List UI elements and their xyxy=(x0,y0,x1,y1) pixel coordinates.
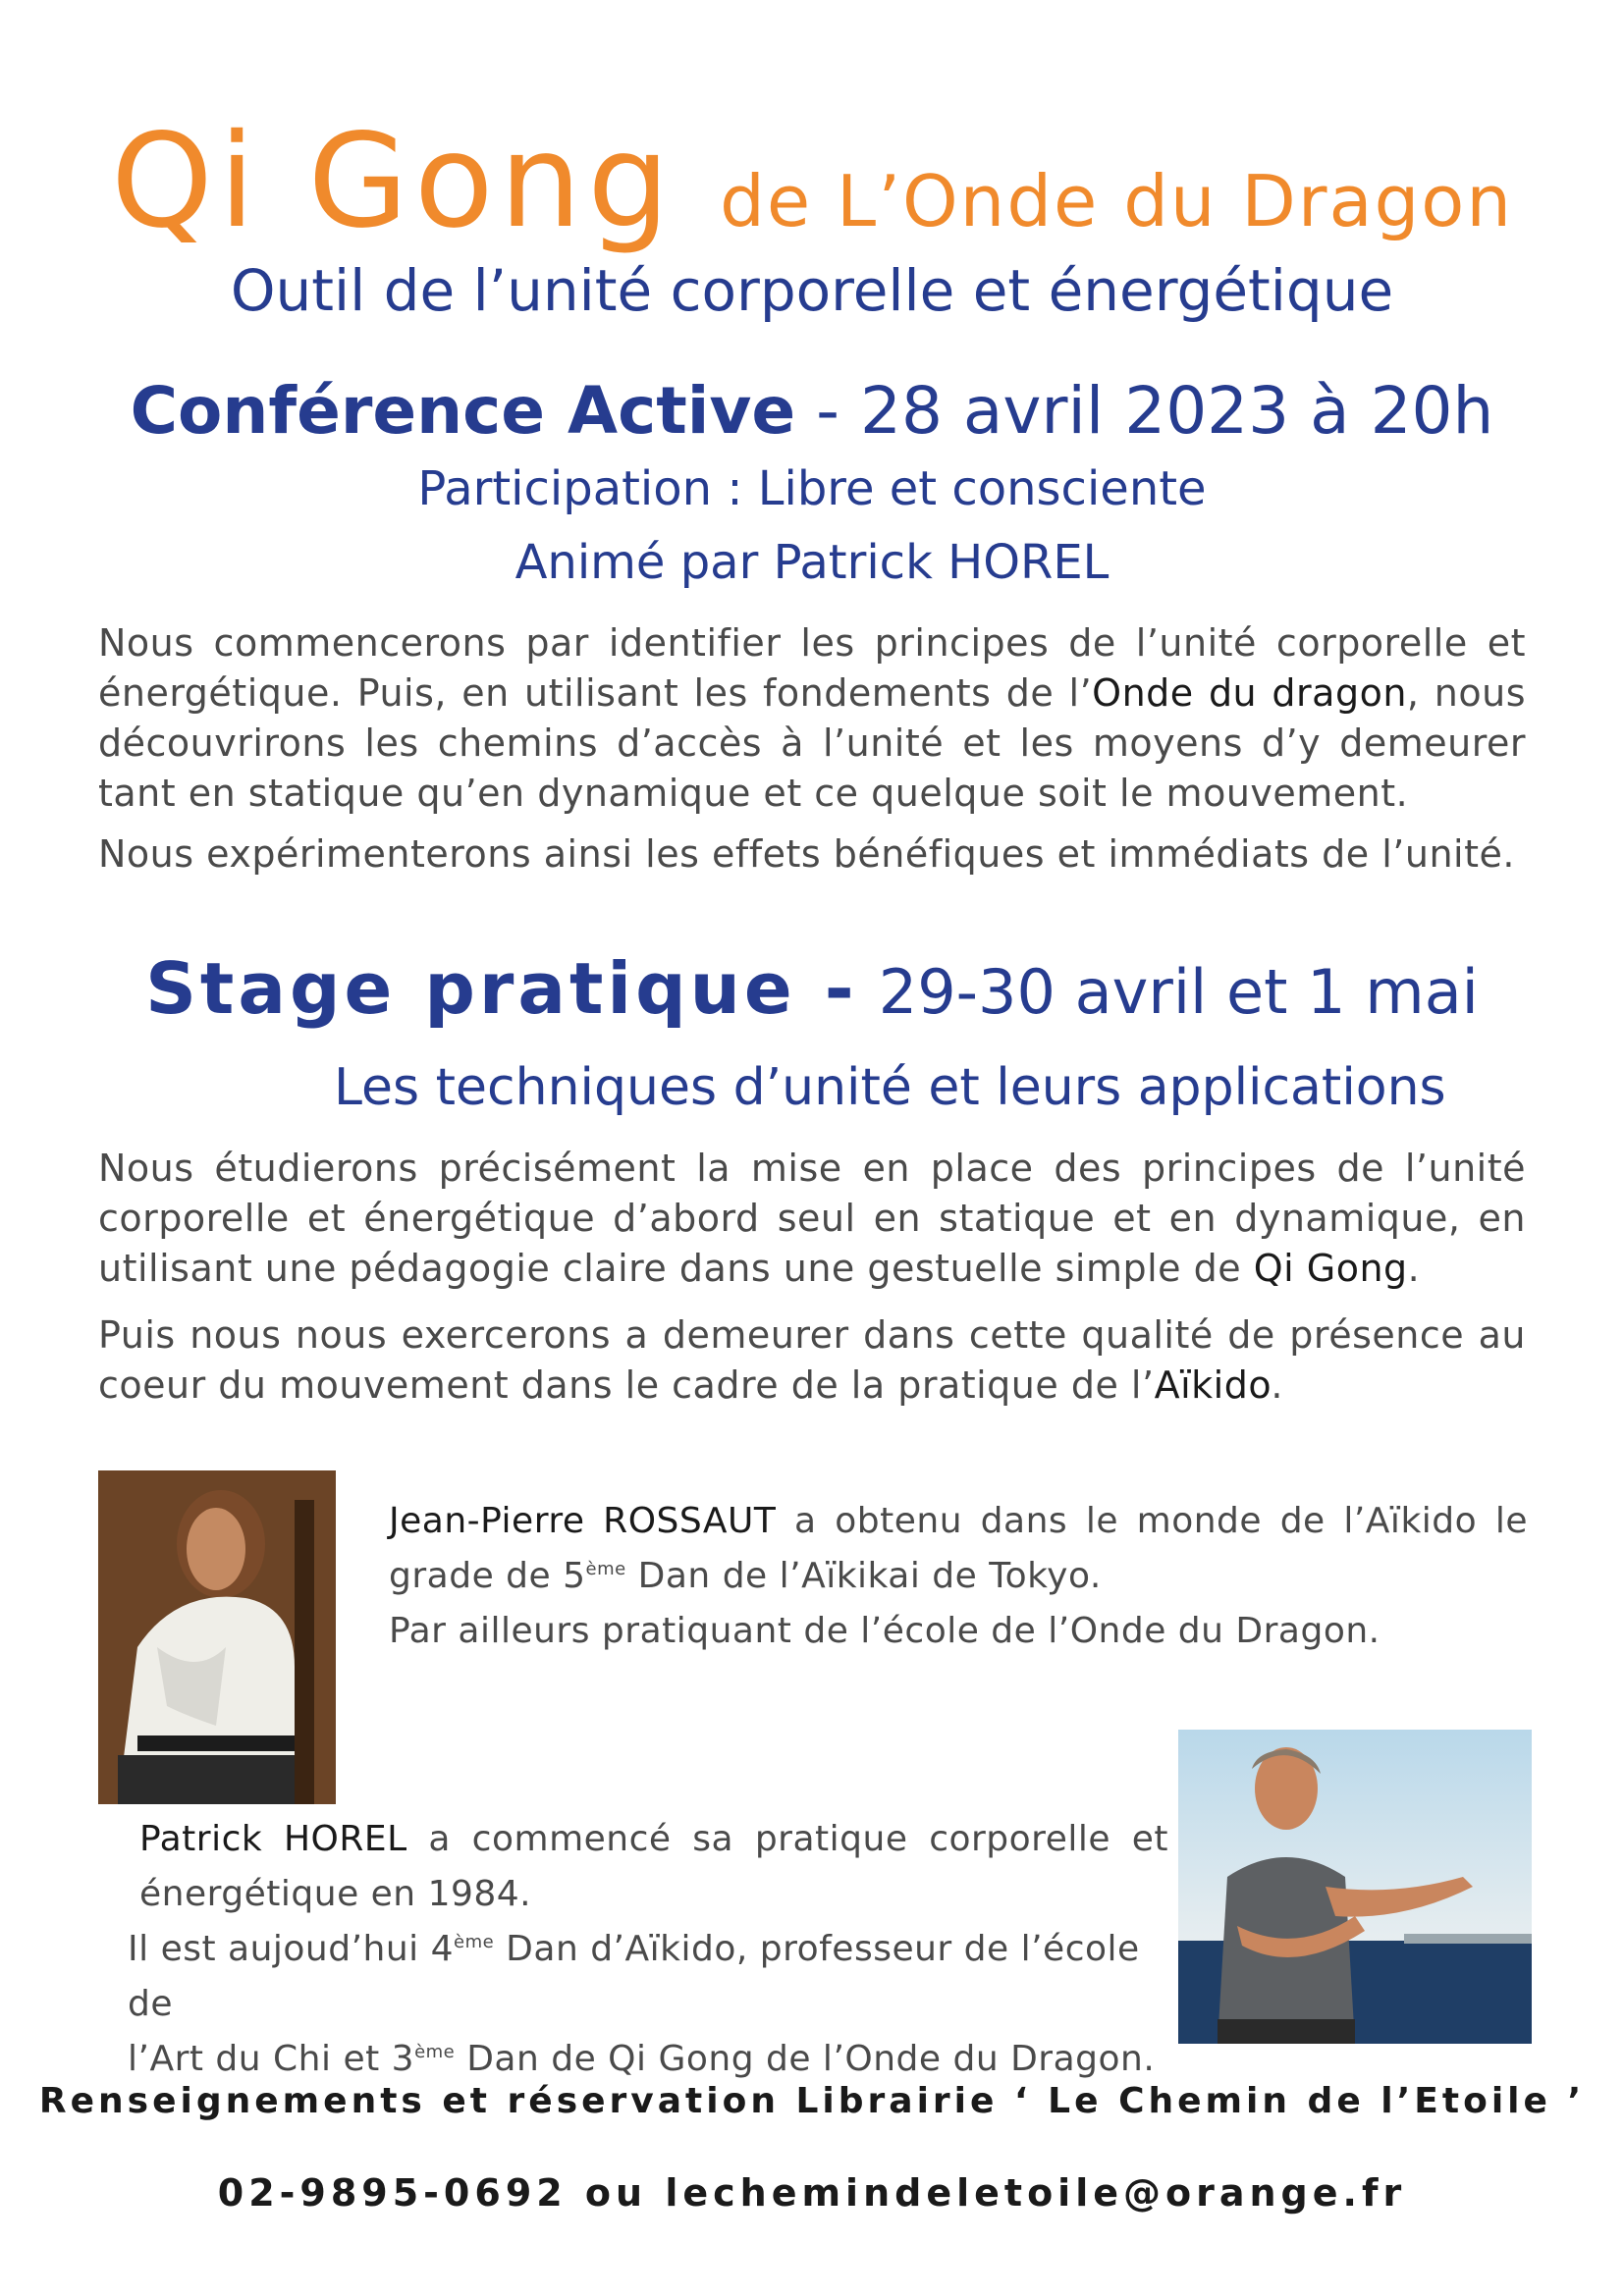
ph-line-2: énergétique en 1984. xyxy=(139,1874,532,1914)
conference-p1-text-c: , nous découvrirons les chemins d’accès à l’unité et les moyens d’y demeurer tant en statique qu’en dynamique et ce quelque soit le mouvement. xyxy=(98,671,1527,815)
title-rest: de L’Onde du Dragon xyxy=(720,160,1513,242)
jp-sup: ème xyxy=(585,1559,626,1579)
subtitle: Outil de l’unité corporelle et énergétique xyxy=(230,257,1394,324)
jp-line-2 xyxy=(389,1549,1528,1604)
stage-p1-text-c: . xyxy=(1407,1247,1421,1290)
conference-date: - 28 avril 2023 à 20h xyxy=(795,373,1494,449)
footer-info: Renseignements et réservation Librairie ‘ Le Chemin de l’Etoile ’ xyxy=(38,2081,1586,2121)
conference-paragraph-1 xyxy=(98,618,1526,819)
jp-line-2-a: grade de 5 xyxy=(389,1556,586,1596)
ph-line-4-b: Dan de Qi Gong de l’Onde du Dragon. xyxy=(455,2039,1156,2079)
qigong-person-illustration xyxy=(1178,1730,1532,2044)
stage-heading-bold: Stage pratique - xyxy=(145,947,858,1030)
patrick-photo xyxy=(1178,1730,1532,2044)
ph-sup-1: ème xyxy=(454,1932,495,1952)
conference-p1-text-a: Nous commencerons par identifier les principes de l’unité corporelle et énergétique. Puis, en utilisant les fondements de l’ xyxy=(98,621,1526,715)
stage-p1-text-a: Nous étudierons précisément la mise en place des principes de l’unité corporelle et énergétique d’abord seul en statique et en dynamique, en utilisant une pédagogie claire dans une gestuelle simple de xyxy=(98,1147,1526,1290)
stage-dates: 29-30 avril et 1 mai xyxy=(878,956,1479,1028)
jp-line-1-text: a obtenu dans le monde de l’Aïkido le xyxy=(776,1501,1528,1541)
ph-line-1 xyxy=(128,1812,1168,1867)
participation-text: Participation : Libre et consciente xyxy=(417,461,1207,516)
ph-line-4-a: l’Art du Chi et 3 xyxy=(128,2039,415,2079)
jean-pierre-photo xyxy=(98,1470,336,1804)
footer-contact[interactable]: 02-9895-0692 ou lechemindeletoile@orange.fr xyxy=(217,2171,1407,2215)
aikido-person-illustration xyxy=(98,1470,336,1804)
jp-line-3: Par ailleurs pratiquant de l’école de l’Onde du Dragon. xyxy=(389,1611,1380,1651)
animator-text: Animé par Patrick HOREL xyxy=(514,535,1110,590)
patrick-name: Patrick HOREL xyxy=(139,1819,407,1859)
jp-line-2-b: Dan de l’Aïkikai de Tokyo. xyxy=(625,1556,1102,1596)
stage-paragraph-2 xyxy=(98,1310,1526,1411)
ph-line-4 xyxy=(128,2032,1168,2087)
jp-line-1 xyxy=(389,1494,1528,1549)
stage-p2-text-c: . xyxy=(1271,1363,1283,1407)
ph-line-3-b: Dan d’Aïkido, professeur de l’école de xyxy=(128,1929,1140,2024)
stage-subheading: Les techniques d’unité et leurs applications xyxy=(334,1058,1446,1117)
conference-heading xyxy=(0,373,1624,449)
stage-paragraph-1 xyxy=(98,1144,1526,1294)
ph-line-1-text: a commencé sa pratique corporelle et xyxy=(406,1819,1168,1859)
conference-heading-bold: Conférence Active xyxy=(130,373,796,449)
ph-sup-2: ème xyxy=(414,2042,456,2062)
title-block xyxy=(0,106,1624,257)
jean-pierre-bio xyxy=(389,1494,1528,1659)
stage-p2-text-a: Puis nous nous exercerons a demeurer dans cette qualité de présence au coeur du mouvement dans le cadre de la pratique de l’ xyxy=(98,1313,1526,1407)
aikido-highlight: Aïkido xyxy=(1154,1363,1272,1407)
ph-line-3-a: Il est aujoud’hui 4 xyxy=(128,1929,455,1969)
qi-gong-highlight: Qi Gong xyxy=(1253,1247,1408,1290)
title-main: Qi Gong xyxy=(111,106,677,257)
ph-line-3 xyxy=(128,1922,1168,2032)
conference-paragraph-2: Nous expérimenterons ainsi les effets bénéfiques et immédiats de l’unité. xyxy=(98,832,1515,876)
jean-pierre-name: Jean-Pierre ROSSAUT xyxy=(389,1501,777,1541)
onde-du-dragon-highlight: Onde du dragon xyxy=(1092,671,1407,715)
patrick-bio xyxy=(128,1812,1168,2087)
stage-heading xyxy=(0,947,1624,1030)
